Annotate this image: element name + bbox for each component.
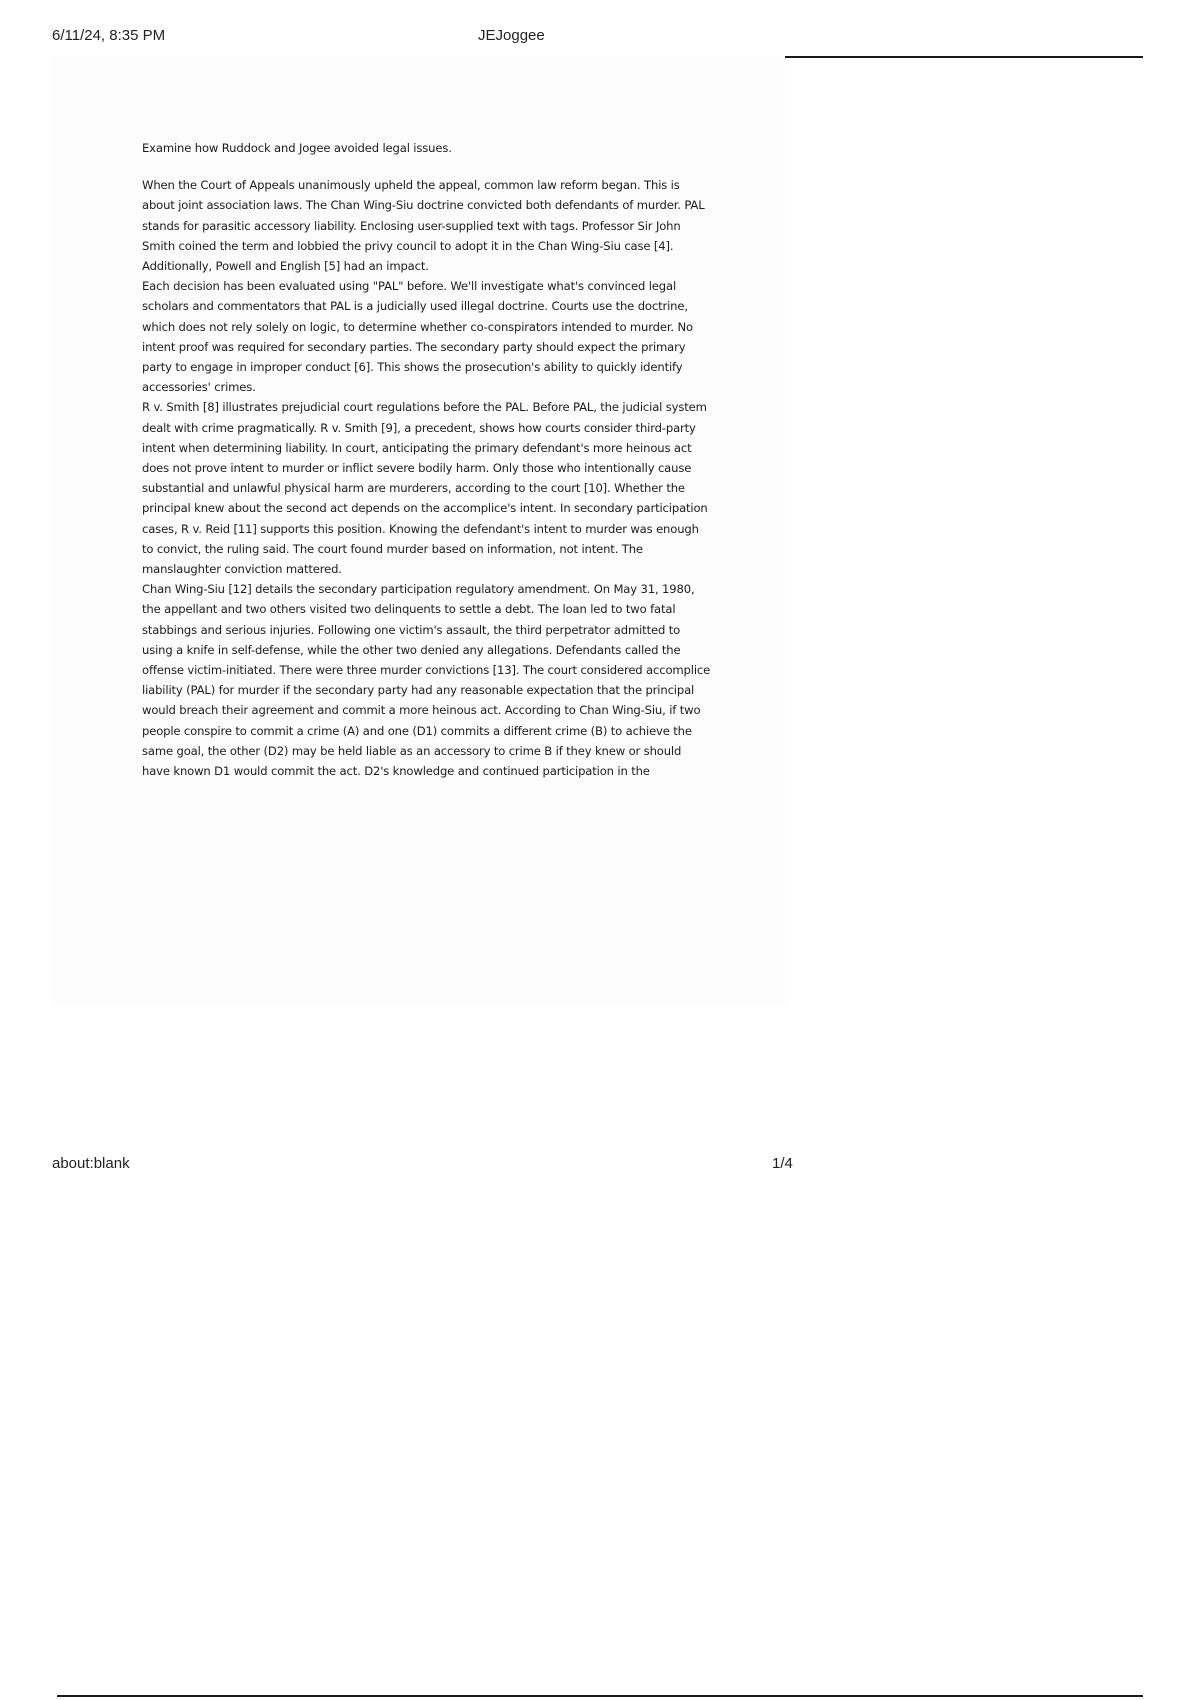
page-number: 1/4 <box>772 1155 793 1172</box>
document-title: JEJoggee <box>478 27 545 44</box>
bottom-divider <box>57 1695 1143 1697</box>
essay-heading: Examine how Ruddock and Jogee avoided legal issues. <box>142 141 452 155</box>
header-divider <box>776 56 1143 58</box>
paragraph-2: Each decision has been evaluated using "PAL" before. We'll investigate what's convinced legal scholars and commentators that PAL is a judicially used illegal doctrine. Courts use the doctrine, which does not rely solely on logic, to determine whether co-conspirators intended to murder. No intent proof was required for secondary parties. The secondary party should expect the primary party to engage in improper conduct [6]. This shows the prosecution's ability to quickly identify accessories' crimes. <box>142 279 693 395</box>
paragraph-4: Chan Wing-Siu [12] details the secondary participation regulatory amendment. On May 31, 1980, the appellant and two others visited two delinquents to settle a debt. The loan led to two fatal stabbings and serious injuries. Following one victim's assault, the third perpetrator admitted to using a knife in self-defense, while the other two denied any allegations. Defendants called the offense victim-initiated. There were three murder convictions [13]. The court considered accomplice liability (PAL) for murder if the secondary party had any reasonable expectation that the principal would breach their agreement and commit a more heinous act. According to Chan Wing-Siu, if two people conspire to commit a crime (A) and one (D1) commits a different crime (B) to achieve the same goal, the other (D2) may be held liable as an accessory to crime B if they knew or should have known D1 would commit the act. D2's knowledge and continued participation in the <box>142 582 711 779</box>
paragraph-3: R v. Smith [8] illustrates prejudicial court regulations before the PAL. Before PAL, the judicial system dealt with crime pragmatically. R v. Smith [9], a precedent, shows how courts consider third-party intent when determining liability. In court, anticipating the primary defendant's more heinous act does not prove intent to murder or inflict severe bodily harm. Only those who intentionally cause substantial and unlawful physical harm are murderers, according to the court [10]. Whether the principal knew about the second act depends on the accomplice's intent. In secondary participation cases, R v. Reid [11] supports this position. Knowing the defendant's intent to murder was enough to convict, the ruling said. The court found murder based on information, not intent. The manslaughter conviction mattered. <box>142 400 708 577</box>
print-date: 6/11/24, 8:35 PM <box>52 27 166 44</box>
document-body <box>142 138 712 781</box>
page-url: about:blank <box>52 1155 130 1172</box>
paragraph-1: When the Court of Appeals unanimously upheld the appeal, common law reform began. This is about joint association laws. The Chan Wing-Siu doctrine convicted both defendants of murder. PAL stands for parasitic accessory liability. Enclosing user-supplied text with tags. Professor Sir John Smith coined the term and lobbied the privy council to adopt it in the Chan Wing-Siu case [4]. Additionally, Powell and English [5] had an impact. <box>142 178 705 274</box>
